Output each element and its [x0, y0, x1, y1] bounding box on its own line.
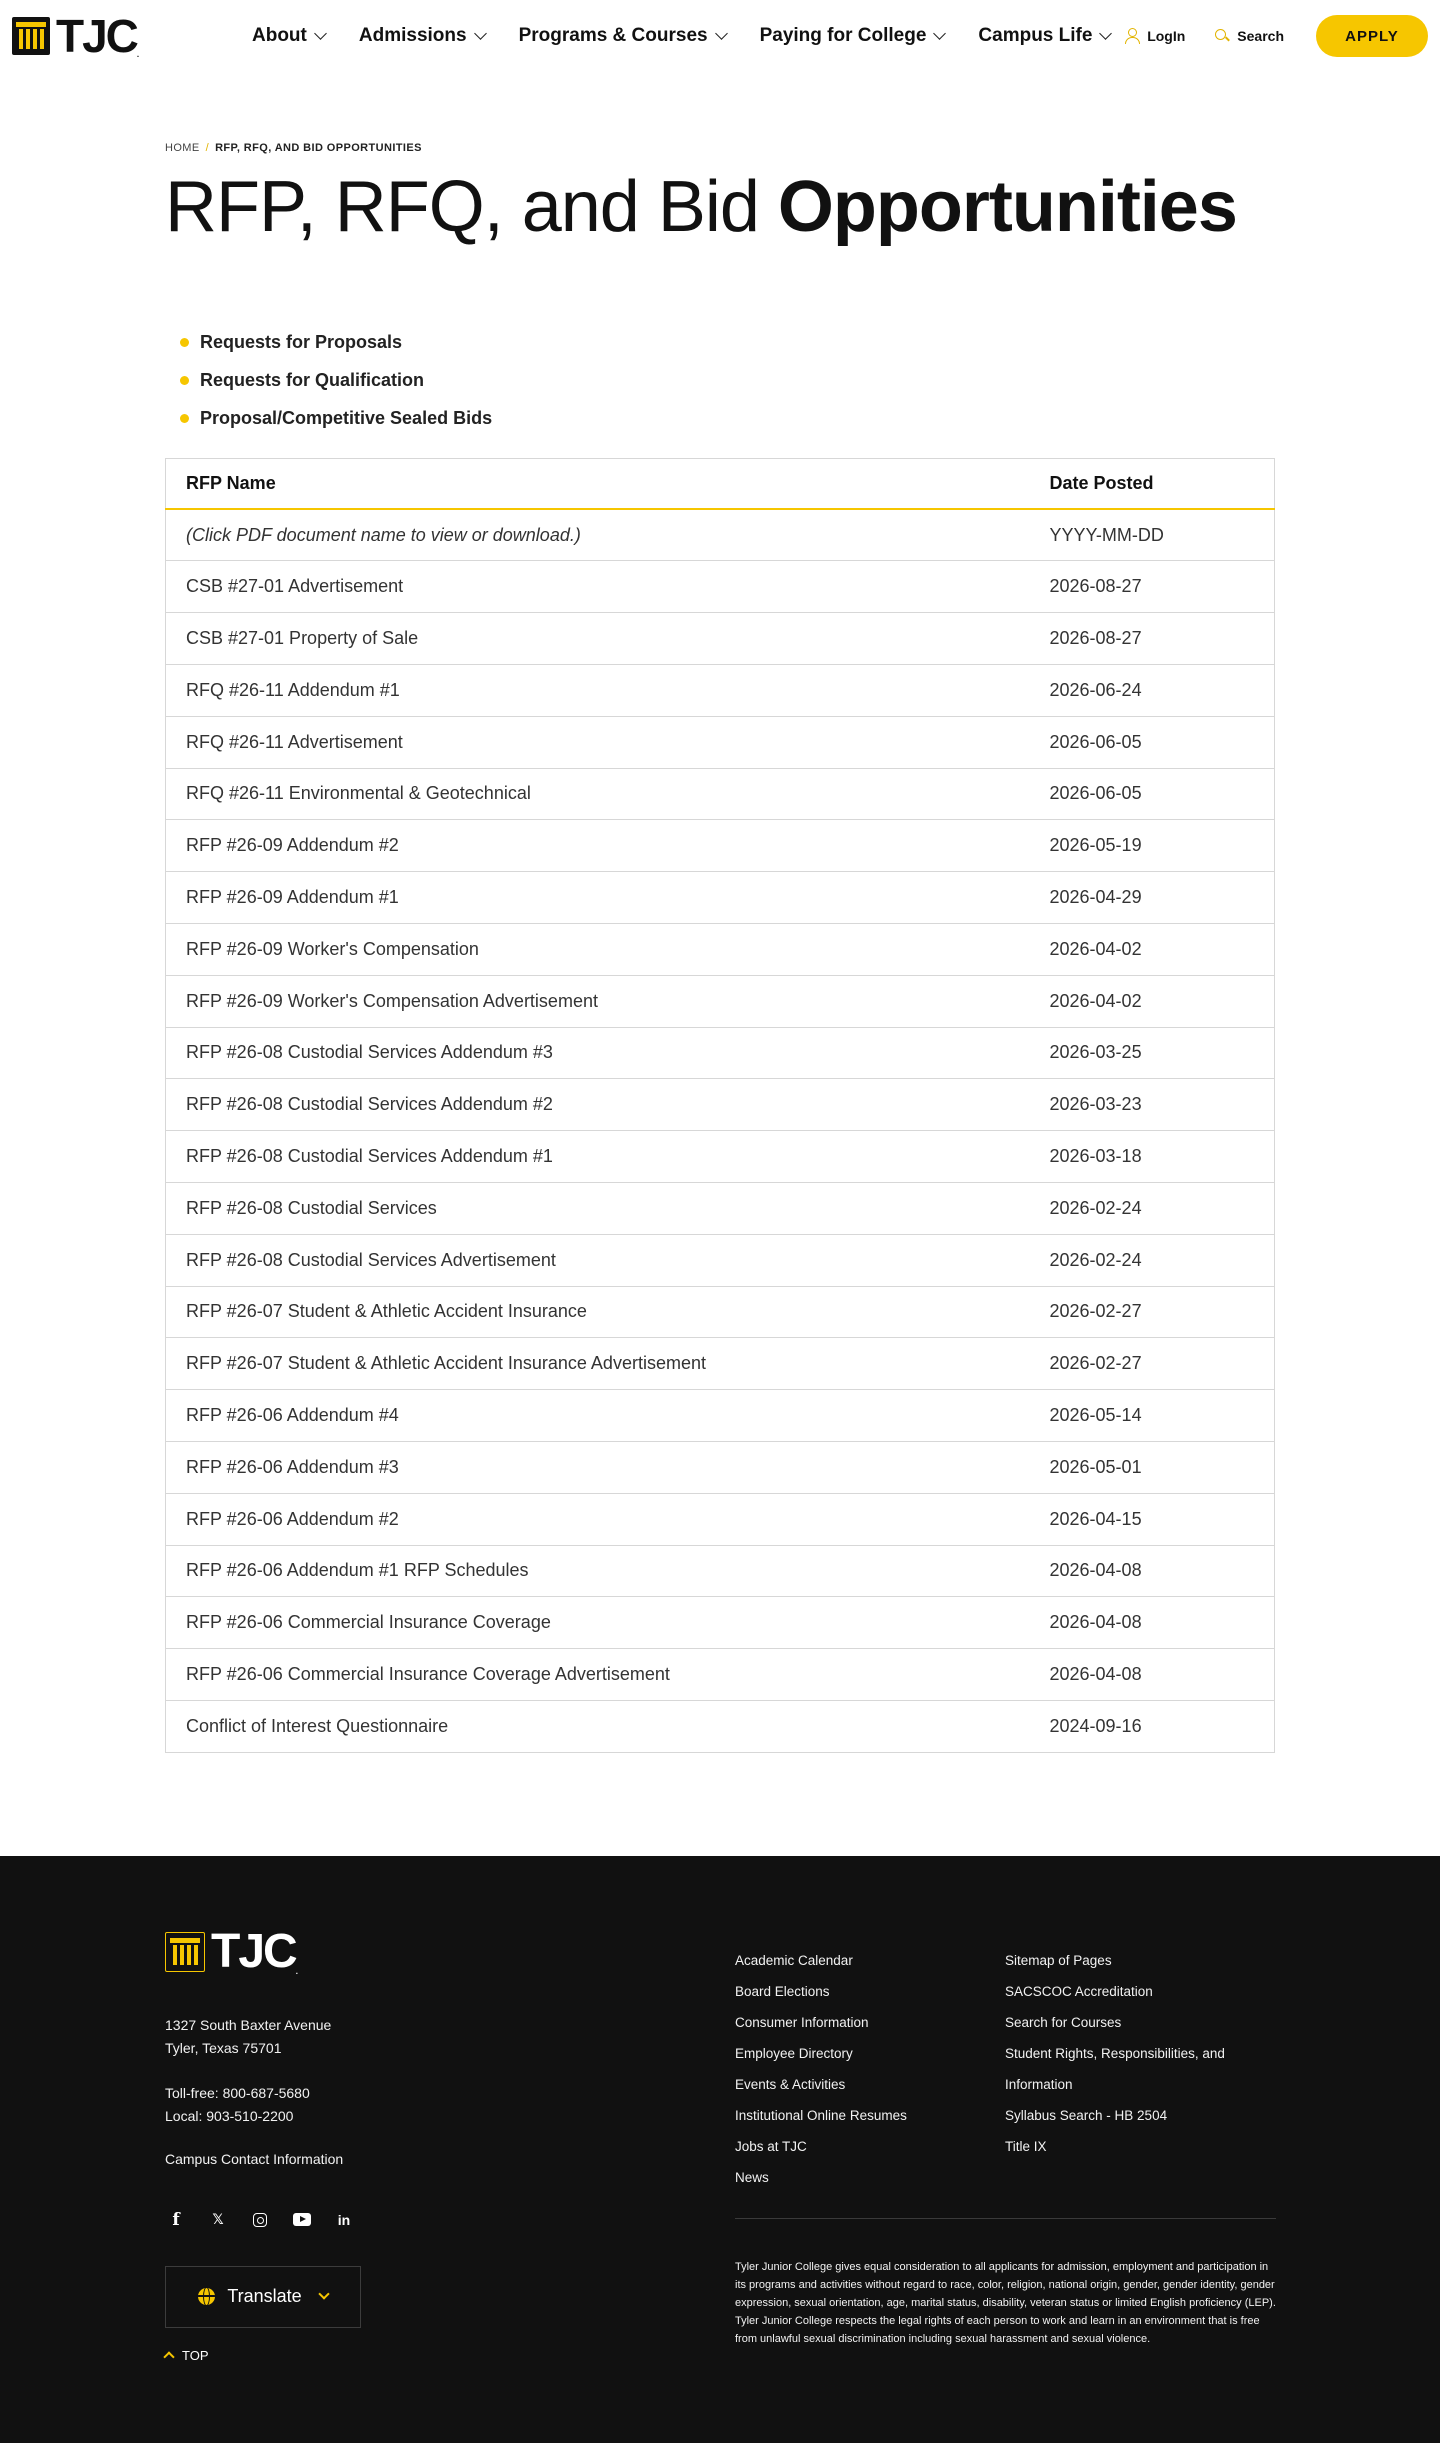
rfp-name-cell — [166, 1441, 1030, 1493]
footer-link[interactable]: Board Elections — [735, 1983, 830, 1999]
back-to-top-label: TOP — [182, 2347, 209, 2363]
facebook-icon[interactable]: f — [172, 2209, 180, 2230]
social-links — [165, 2211, 355, 2229]
table-row — [166, 923, 1275, 975]
table-row — [166, 768, 1275, 820]
footer-links-column-1 — [735, 1945, 1005, 2193]
breadcrumb — [165, 142, 1275, 154]
footer-link[interactable]: News — [735, 2169, 769, 2185]
list-item-label: Requests for Proposals — [200, 332, 403, 353]
rfp-name-cell — [166, 1597, 1030, 1649]
table-row — [166, 1027, 1275, 1079]
table-row — [166, 1441, 1275, 1493]
youtube-icon[interactable] — [291, 2211, 313, 2229]
rfp-document-link[interactable]: RFP #26-06 Addendum #3 — [186, 1456, 399, 1477]
table-row — [166, 1234, 1275, 1286]
rfp-document-link[interactable]: RFP #26-09 Addendum #1 — [186, 887, 399, 908]
site-header — [0, 0, 1440, 72]
main-content — [0, 72, 1440, 1753]
chevron-down-icon — [1100, 27, 1113, 40]
table-note-text: (Click PDF document name to view or download.) — [166, 509, 1030, 561]
table-row — [166, 1700, 1275, 1752]
login-link[interactable] — [1125, 28, 1185, 44]
date-posted-cell: 2026-03-23 — [1030, 1079, 1275, 1131]
nav-item-programs-courses[interactable] — [519, 25, 726, 47]
date-posted-cell: 2026-08-27 — [1030, 561, 1275, 613]
rfp-document-link[interactable]: RFP #26-08 Custodial Services Addendum #1 — [186, 1146, 553, 1167]
date-posted-cell: 2026-06-05 — [1030, 716, 1275, 768]
rfp-name-cell — [166, 664, 1030, 716]
footer-logo[interactable] — [165, 1924, 298, 1978]
table-note-row — [166, 509, 1275, 561]
back-to-top-link[interactable] — [165, 2348, 209, 2363]
breadcrumb-home[interactable]: HOME — [165, 142, 200, 154]
date-posted-cell: 2026-02-27 — [1030, 1286, 1275, 1338]
date-posted-cell: 2026-05-01 — [1030, 1441, 1275, 1493]
table-note-date: YYYY-MM-DD — [1030, 509, 1275, 561]
table-row — [166, 1286, 1275, 1338]
table-row — [166, 1649, 1275, 1701]
rfp-name-cell — [166, 1286, 1030, 1338]
translate-button[interactable] — [165, 2266, 361, 2328]
footer-link[interactable]: Title IX — [1005, 2138, 1047, 2154]
address-line-2: Tyler, Texas 75701 — [165, 2039, 282, 2056]
rfp-name-cell — [166, 923, 1030, 975]
search-link[interactable] — [1215, 28, 1284, 44]
date-posted-cell: 2026-06-24 — [1030, 664, 1275, 716]
table-row — [166, 561, 1275, 613]
rfp-document-link[interactable]: RFP #26-09 Worker's Compensation — [186, 938, 479, 959]
table-row — [166, 1597, 1275, 1649]
column-header-date: Date Posted — [1049, 472, 1154, 493]
date-posted-cell: 2026-04-02 — [1030, 923, 1275, 975]
address-line-1: 1327 South Baxter Avenue — [165, 2016, 332, 2033]
date-posted-cell: 2026-04-08 — [1030, 1597, 1275, 1649]
rfp-document-link[interactable]: RFP #26-08 Custodial Services — [186, 1197, 437, 1218]
nav-item-about[interactable] — [252, 25, 325, 47]
date-posted-cell: 2026-04-02 — [1030, 975, 1275, 1027]
list-item — [180, 362, 1275, 400]
rfp-document-link[interactable]: RFP #26-08 Custodial Services Advertisement — [186, 1249, 556, 1270]
table-row — [166, 1182, 1275, 1234]
nav-item-campus-life[interactable] — [978, 25, 1110, 47]
logo-wordmark: TJC. — [56, 10, 140, 62]
linkedin-icon[interactable]: in — [337, 2211, 351, 2228]
rfp-document-link[interactable]: RFP #26-07 Student & Athletic Accident Insurance — [186, 1301, 587, 1322]
date-posted-cell: 2026-03-25 — [1030, 1027, 1275, 1079]
tjc-logo-icon — [165, 1932, 205, 1972]
footer-link[interactable]: Sitemap of Pages — [1005, 1952, 1112, 1968]
nav-item-label: Programs & Courses — [518, 25, 708, 46]
footer-phone — [165, 2082, 310, 2128]
search-icon — [1215, 29, 1229, 43]
tjc-logo-icon — [12, 17, 50, 55]
table-row — [166, 716, 1275, 768]
date-posted-cell: 2026-04-08 — [1030, 1649, 1275, 1701]
nav-item-admissions[interactable] — [359, 25, 485, 47]
translate-label: Translate — [227, 2286, 302, 2307]
local-phone[interactable]: Local: 903-510-2200 — [165, 2107, 294, 2124]
breadcrumb-current: RFP, RFQ, AND BID OPPORTUNITIES — [215, 142, 422, 154]
chevron-down-icon — [314, 27, 327, 40]
table-row — [166, 664, 1275, 716]
table-row — [166, 820, 1275, 872]
nondiscrimination-statement: Tyler Junior College gives equal consideration to all applicants for admission, employment and participation in its programs and activities without regard to race, color, religion, national origin, gender, gender identity, gender expression, sexual orientation, age, marital status, disability, veteran status or limited English proficiency (LEP). Tyler Junior College respects the legal rights of each person to work and learn in an environment that is free from unlawful sexual discrimination including sexual harassment and sexual violence. — [735, 2260, 1276, 2345]
rfp-name-cell — [166, 561, 1030, 613]
column-header-name: RFP Name — [186, 472, 276, 493]
rfp-name-cell — [166, 1182, 1030, 1234]
rfp-document-link[interactable]: RFP #26-08 Custodial Services Addendum #3 — [186, 1042, 553, 1063]
rfp-name-cell — [166, 768, 1030, 820]
bullet-dot-icon — [180, 414, 189, 423]
table-row — [166, 1545, 1275, 1597]
chevron-down-icon — [318, 2289, 329, 2300]
nav-item-label: About — [252, 25, 307, 46]
rfp-document-link[interactable]: RFP #26-06 Commercial Insurance Coverage — [186, 1612, 551, 1633]
date-posted-cell: 2026-08-27 — [1030, 613, 1275, 665]
rfp-name-cell — [166, 613, 1030, 665]
campus-contact-link[interactable]: Campus Contact Information — [165, 2150, 344, 2167]
rfp-name-cell — [166, 1131, 1030, 1183]
chevron-down-icon — [934, 27, 947, 40]
table-row — [166, 1131, 1275, 1183]
footer-link[interactable]: SACSCOC Accreditation — [1005, 1983, 1153, 1999]
globe-icon — [198, 2288, 215, 2305]
date-posted-cell: 2026-05-14 — [1030, 1390, 1275, 1442]
rfp-name-cell — [166, 1493, 1030, 1545]
rfp-document-link[interactable]: RFP #26-08 Custodial Services Addendum #2 — [186, 1094, 553, 1115]
date-posted-cell: 2026-04-29 — [1030, 872, 1275, 924]
opportunity-types-list — [180, 324, 1275, 438]
rfp-document-link[interactable]: RFP #26-09 Addendum #2 — [186, 835, 399, 856]
rfp-name-cell — [166, 820, 1030, 872]
list-item-label: Requests for Qualification — [200, 370, 425, 391]
date-posted-cell: 2026-02-24 — [1030, 1182, 1275, 1234]
apply-button[interactable]: APPLY — [1316, 15, 1428, 57]
chevron-up-icon — [163, 2352, 174, 2363]
table-row — [166, 975, 1275, 1027]
rfp-document-link[interactable]: RFP #26-07 Student & Athletic Accident Insurance Advertisement — [186, 1353, 706, 1374]
footer-address — [165, 2014, 331, 2060]
rfp-name-cell — [166, 872, 1030, 924]
search-label: Search — [1237, 28, 1284, 44]
footer-link[interactable]: Events & Activities — [735, 2076, 846, 2092]
chevron-down-icon — [474, 27, 487, 40]
footer-link[interactable]: Jobs at TJC — [735, 2138, 807, 2154]
nav-item-label: Campus Life — [978, 25, 1093, 46]
breadcrumb-separator: / — [205, 142, 210, 154]
date-posted-cell: 2026-02-27 — [1030, 1338, 1275, 1390]
rfp-document-link[interactable]: RFQ #26-11 Advertisement — [186, 731, 403, 752]
footer-divider — [735, 2218, 1276, 2219]
table-row — [166, 1390, 1275, 1442]
x-twitter-icon[interactable]: 𝕏 — [212, 2211, 224, 2228]
date-posted-cell: 2026-04-08 — [1030, 1545, 1275, 1597]
tjc-logo[interactable] — [12, 10, 140, 62]
rfp-name-cell — [166, 975, 1030, 1027]
rfp-document-link[interactable]: CSB #27-01 Property of Sale — [186, 628, 419, 649]
list-item-label: Proposal/Competitive Sealed Bids — [200, 408, 493, 429]
rfp-document-link[interactable]: RFQ #26-11 Addendum #1 — [186, 679, 400, 700]
chevron-down-icon — [715, 27, 728, 40]
tollfree-phone[interactable]: Toll-free: 800-687-5680 — [165, 2084, 310, 2101]
rfp-name-cell — [166, 1545, 1030, 1597]
nav-item-label: Paying for College — [759, 25, 927, 46]
rfp-name-cell — [166, 1338, 1030, 1390]
page-title-light: RFP, RFQ, and Bid — [165, 167, 778, 247]
footer-link[interactable]: Syllabus Search - HB 2504 — [1005, 2107, 1168, 2123]
rfp-document-link[interactable]: Conflict of Interest Questionnaire — [186, 1715, 449, 1736]
instagram-icon[interactable] — [249, 2211, 271, 2229]
rfp-name-cell — [166, 716, 1030, 768]
utility-nav — [1125, 0, 1428, 72]
nav-item-label: Admissions — [358, 25, 467, 46]
rfp-name-cell — [166, 1649, 1030, 1701]
bullet-dot-icon — [180, 338, 189, 347]
footer-links — [735, 1945, 1275, 2193]
rfp-document-link[interactable]: RFP #26-06 Commercial Insurance Coverage Advertisement — [186, 1664, 670, 1685]
list-item — [180, 400, 1275, 438]
login-label: LogIn — [1147, 28, 1186, 44]
footer-link[interactable]: Search for Courses — [1005, 2014, 1122, 2030]
date-posted-cell: 2024-09-16 — [1030, 1700, 1275, 1752]
site-footer — [0, 1856, 1440, 2443]
main-nav — [252, 0, 1110, 72]
rfp-name-cell — [166, 1027, 1030, 1079]
rfp-name-cell — [166, 1390, 1030, 1442]
footer-link[interactable]: Employee Directory — [735, 2045, 853, 2061]
date-posted-cell: 2026-05-19 — [1030, 820, 1275, 872]
footer-link[interactable]: Student Rights, Responsibilities, and Information — [1005, 2045, 1225, 2092]
date-posted-cell: 2026-02-24 — [1030, 1234, 1275, 1286]
footer-link[interactable]: Academic Calendar — [735, 1952, 853, 1968]
footer-links-column-2 — [1005, 1945, 1275, 2193]
table-row — [166, 1079, 1275, 1131]
footer-link[interactable]: Consumer Information — [735, 2014, 869, 2030]
table-row — [166, 872, 1275, 924]
rfp-document-link[interactable]: RFQ #26-11 Environmental & Geotechnical — [186, 783, 531, 804]
user-icon — [1125, 28, 1139, 44]
rfp-name-cell — [166, 1079, 1030, 1131]
date-posted-cell: 2026-04-15 — [1030, 1493, 1275, 1545]
bullet-dot-icon — [180, 376, 189, 385]
page-title — [165, 167, 1275, 247]
date-posted-cell: 2026-03-18 — [1030, 1131, 1275, 1183]
list-item — [180, 324, 1275, 362]
rfp-document-link[interactable]: RFP #26-06 Addendum #2 — [186, 1508, 399, 1529]
rfp-name-cell — [166, 1234, 1030, 1286]
rfp-document-link[interactable]: RFP #26-06 Addendum #4 — [186, 1405, 399, 1426]
table-row — [166, 1493, 1275, 1545]
rfp-document-link[interactable]: RFP #26-09 Worker's Compensation Advertisement — [186, 990, 598, 1011]
rfp-document-link[interactable]: CSB #27-01 Advertisement — [186, 576, 404, 597]
logo-wordmark: TJC. — [211, 1924, 298, 1978]
nav-item-paying-for-college[interactable] — [760, 25, 945, 47]
page-title-bold: Opportunities — [777, 167, 1237, 247]
table-header-row — [166, 458, 1275, 509]
rfp-name-cell — [166, 1700, 1030, 1752]
rfp-document-link[interactable]: RFP #26-06 Addendum #1 RFP Schedules — [186, 1560, 529, 1581]
table-row — [166, 613, 1275, 665]
table-row — [166, 1338, 1275, 1390]
date-posted-cell: 2026-06-05 — [1030, 768, 1275, 820]
rfp-table — [165, 458, 1275, 1753]
footer-link[interactable]: Institutional Online Resumes — [735, 2107, 907, 2123]
